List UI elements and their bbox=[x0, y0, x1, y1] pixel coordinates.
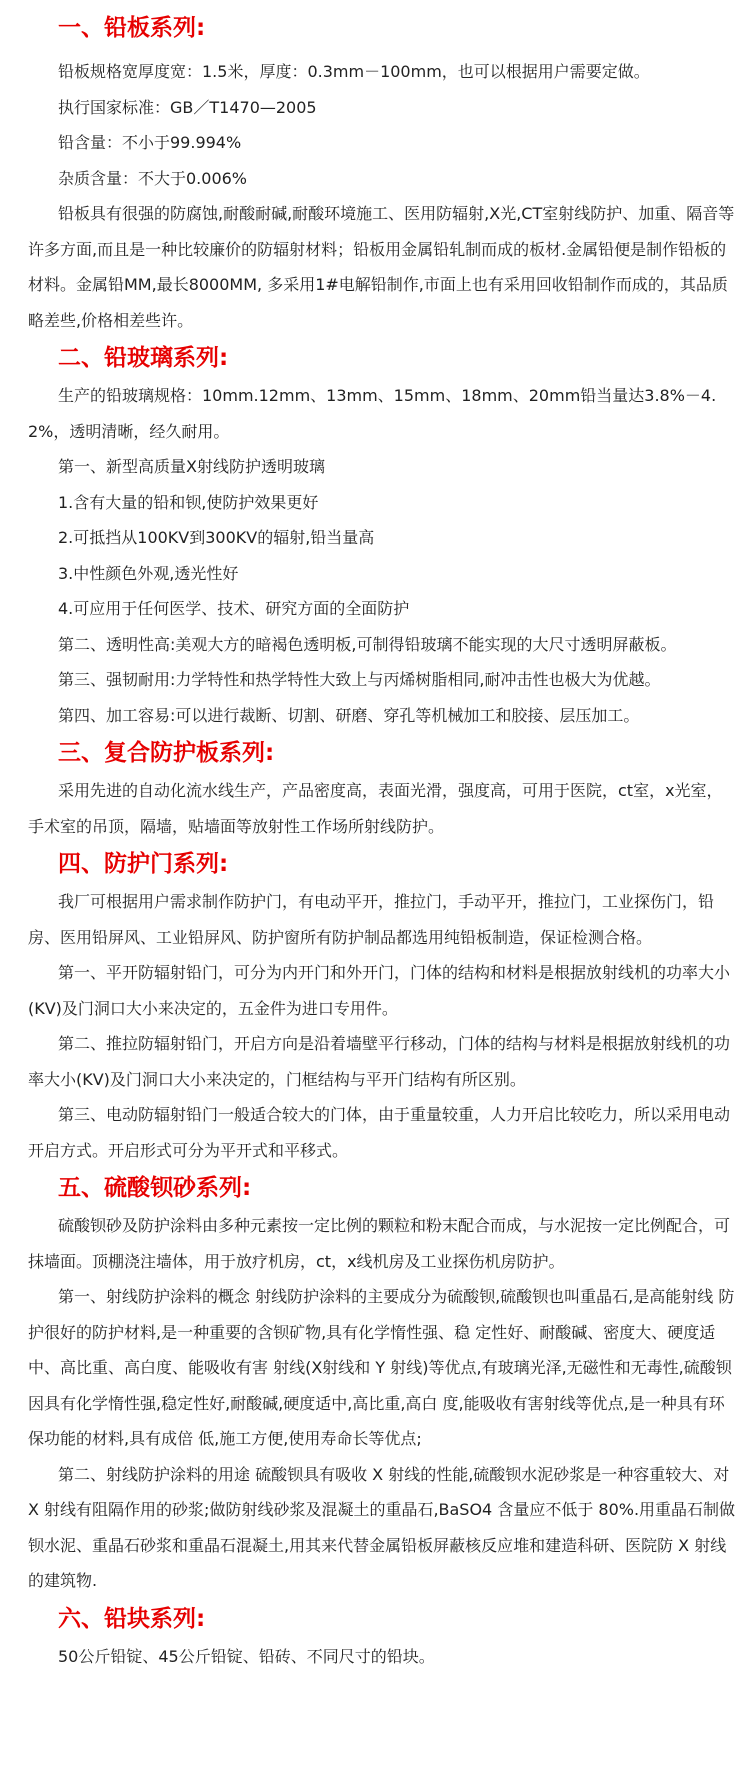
section-composite-board bbox=[0, 733, 750, 844]
section-heading: 二、铅玻璃系列: bbox=[58, 345, 229, 371]
paragraph: 第三、电动防辐射铅门一般适合较大的门体，由于重量较重，人力开启比较吃力，所以采用电动开启方式。开启形式可分为平开式和平移式。 bbox=[28, 1105, 731, 1160]
paragraph: 我厂可根据用户需求制作防护门，有电动平开，推拉门，手动平开，推拉门，工业探伤门，铅房、医用铅屏风、工业铅屏风、防护窗所有防护制品都选用纯铅板制造，保证检测合格。 bbox=[28, 892, 715, 947]
paragraph: 第二、透明性高:美观大方的暗褐色透明板,可制得铅玻璃不能实现的大尺寸透明屏蔽板。 bbox=[58, 634, 677, 654]
paragraph: 铅板规格宽厚度宽：1.5米，厚度：0.3mm－100mm，也可以根据用户需要定做。 bbox=[58, 62, 650, 81]
section-barium-sulfate bbox=[0, 1168, 750, 1599]
paragraph: 第一、平开防辐射铅门，可分为内开门和外开门，门体的结构和材料是根据放射线机的功率大小(KV)及门洞口大小来决定的，五金件为进口专用件。 bbox=[28, 963, 731, 1018]
section-lead-block bbox=[0, 1599, 750, 1675]
paragraph: 第四、加工容易:可以进行裁断、切割、研磨、穿孔等机械加工和胶接、层压加工。 bbox=[58, 705, 640, 725]
paragraph: 3.中性颜色外观,透光性好 bbox=[58, 563, 239, 583]
section-heading: 三、复合防护板系列: bbox=[58, 740, 275, 766]
paragraph: 1.含有大量的铅和钡,使防护效果更好 bbox=[58, 492, 319, 512]
paragraph: 铅含量：不小于99.994% bbox=[58, 133, 242, 152]
paragraph: 生产的铅玻璃规格：10mm.12mm、13mm、15mm、18mm、20mm铅当量达3.8%－4.2%，透明清晰，经久耐用。 bbox=[28, 386, 717, 441]
paragraph: 铅板具有很强的防腐蚀,耐酸耐碱,耐酸环境施工、医用防辐射,X光,CT室射线防护、加重、隔音等许多方面,而且是一种比较廉价的防辐射材料；铅板用金属铅轧制而成的板材.金属铅便是制作铅板的材料。金属铅MM,最长8000MM, 多采用1#电解铅制作,市面上也有采用回收铅制作而成的，其品质略差些,价格相差些许。 bbox=[28, 204, 735, 330]
paragraph: 执行国家标准：GB／T1470—2005 bbox=[58, 97, 317, 117]
section-heading: 四、防护门系列: bbox=[58, 851, 229, 877]
paragraph: 第二、推拉防辐射铅门，开启方向是沿着墙壁平行移动，门体的结构与材料是根据放射线机的功率大小(KV)及门洞口大小来决定的，门框结构与平开门结构有所区别。 bbox=[28, 1034, 731, 1089]
paragraph: 杂质含量：不大于0.006% bbox=[58, 168, 248, 188]
paragraph: 硫酸钡砂及防护涂料由多种元素按一定比例的颗粒和粉末配合而成，与水泥按一定比例配合，可抹墙面。顶棚浇注墙体，用于放疗机房，ct，x线机房及工业探伤机房防护。 bbox=[28, 1216, 731, 1271]
paragraph: 第二、射线防护涂料的用途 硫酸钡具有吸收 X 射线的性能,硫酸钡水泥砂浆是一种容重较大、对 X 射线有阻隔作用的砂浆;做防射线砂浆及混凝土的重晶石,BaSO4 含量应不低于 80%.用重晶石制做钡水泥、重晶石砂浆和重晶石混凝土,用其来代替金属铅板屏蔽核反应堆和建造科研、医院防 X 射线的建筑物. bbox=[28, 1464, 736, 1590]
paragraph: 4.可应用于任何医学、技术、研究方面的全面防护 bbox=[58, 599, 410, 618]
paragraph: 第三、强韧耐用:力学特性和热学特性大致上与丙烯树脂相同,耐冲击性也极大为优越。 bbox=[58, 670, 661, 689]
paragraph: 50公斤铅锭、45公斤铅锭、铅砖、不同尺寸的铅块。 bbox=[58, 1646, 435, 1666]
section-heading: 五、硫酸钡砂系列: bbox=[58, 1175, 252, 1201]
paragraph: 第一、新型高质量X射线防护透明玻璃 bbox=[58, 457, 325, 476]
paragraph: 第一、射线防护涂料的概念 射线防护涂料的主要成分为硫酸钡,硫酸钡也叫重晶石,是高能射线 防护很好的防护材料,是一种重要的含钡矿物,具有化学惰性强、稳 定性好、耐酸碱、密度大、硬度适中、高比重、高白度、能吸收有害 射线(X射线和 Y 射线)等优点,有玻璃光泽,无磁性和无毒性,硫酸钡因具有化学惰性强,稳定性好,耐酸碱,硬度适中,高比重,高白 度,能吸收有害射线等优点,是一种具有环保功能的材料,具有成倍 低,施工方便,使用寿命长等优点; bbox=[28, 1287, 735, 1448]
section-heading: 六、铅块系列: bbox=[58, 1605, 206, 1632]
paragraph: 采用先进的自动化流水线生产，产品密度高，表面光滑，强度高，可用于医院，ct室，x光室，手术室的吊顶，隔墙，贴墙面等放射性工作场所射线防护。 bbox=[28, 781, 723, 836]
section-protective-door bbox=[0, 844, 750, 1168]
paragraph: 2.可抵挡从100KV到300KV的辐射,铅当量高 bbox=[58, 528, 375, 547]
section-lead-plate bbox=[0, 0, 750, 338]
section-lead-glass bbox=[0, 338, 750, 733]
section-heading: 一、铅板系列: bbox=[58, 15, 206, 41]
